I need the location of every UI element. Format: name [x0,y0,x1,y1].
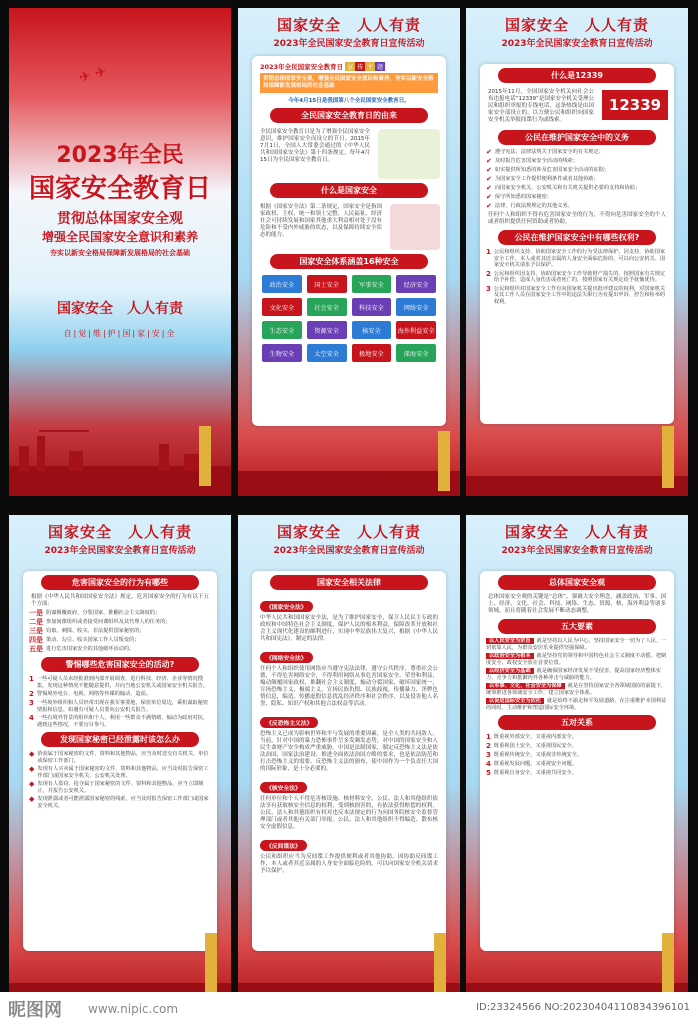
duty-item [486,149,668,156]
relation-item [486,770,668,777]
bullet-icon: 四是 [29,636,43,644]
element-text: 就是始终不渝走和平发展道路，在注重维护本国利益的同时，主动维护和塑造国际安全环境。 [486,698,667,711]
warns-list [23,676,217,728]
panel-header-title: 国家安全 人人有责 [504,16,649,34]
section-title: 公民在维护国家安全中的义务 [498,130,656,145]
element-text: 就是在坚持国家安全各领域国防的前提下，统筹推进各领域安全工作，建立国家安全体系。 [486,683,667,696]
security-kind-tile: 极地安全 [352,344,392,362]
item-text: 既重视国土安全，又重视国民安全。 [493,743,577,749]
element-text: 就是确保国家经济发展不受侵害，提高国家经济整体实力、竞争力和抵御内外各种冲击与威胁的能力。 [486,668,662,681]
poster-panel-laws [238,515,460,1003]
bullet-icon: 三是 [29,627,43,635]
element-item [486,653,668,666]
theme-tag: 主 [367,64,374,71]
item-text: 拾获属于国家秘密的文件、资料和其他物品，应当及时送交有关机关、单位或保密工作部门。 [37,751,209,764]
bullet-icon: 3 [486,284,491,293]
warn-item [29,676,211,689]
element-item [486,638,668,651]
section-text: 2015年11月，全国国家安全机关向社会公布违报电话“12339”是国家安全机关受理公民和组织举报的专线电话，这条热线是由国家安全部设立的，以方便公民和组织向国家安全机关举报间谍行为或线索。 [488,89,594,123]
element-tag: 以政治安全为根本 [486,653,534,659]
panel-header-subtitle: 2023年全民国家安全教育日宣传活动 [44,546,196,556]
bullet-icon: 2 [29,690,34,698]
security-kind-tile: 核安全 [352,321,392,339]
item-text: 公民和组织对国家安全工作有向国家机关提出批评建议的权利，对国家机关及其工作人员在国家安全工作中的违法失职行为有提出申诉、控告和检举的权利。 [493,285,666,305]
element-text: 就是坚持党的领导和中国特色社会主义制度不动摇，把制度安全、政权安全放在首要位置。 [486,653,667,666]
city-skyline-icon [466,426,688,496]
section-title: 公民在维护国家安全中有哪些权利? [498,230,656,245]
law-name: 《国家安全法》 [260,601,313,612]
bullet-icon: 1 [486,733,491,741]
law-text: 恐怖主义已成为影响世界和平与发展的重要因素，是全人类的共同敌人。当前，针对中国的暴力恐怖事件呈多发频发态势，对中国的国家安全和人民生命财产安全构成严重威胁。中国是法制国家，制定反恐怖主义法是依法治国，国家法治建设、推进全面依法治国方略的要求，也是依法防范和打击恐怖主义的需要。反恐怖主义法的颁布，使中国作为一个负责任大国的国际形象，是十分必要的。 [260,731,438,772]
item-text: 既重视传统安全，又重视非传统安全。 [493,752,583,758]
item-text: 一些有境外背景的组织和个人，利用一些群众不满情绪，煽动为政府对抗，遇到这些情况，不要盲目参与。 [36,715,209,728]
element-tag: 以经济安全为基础 [486,668,534,674]
law-name: 《网络安全法》 [260,652,313,663]
item-text: 策动、勾引、收买国家工作人员叛变的； [46,637,140,643]
section-title: 警惕哪些危害国家安全的活动? [41,657,199,672]
city-skyline-icon [238,426,460,496]
element-item [486,698,668,711]
theme-text: 贯彻总体国家安全观，增强全民国家安全意识和素养，夯实以新安全格局保障新发展格局的社会基础 [260,73,438,93]
security-kind-tile: 深海安全 [396,344,436,362]
security-kind-tile: 政治安全 [262,275,302,293]
bullet-icon: ✔ [486,184,492,192]
secret-step-item [29,796,211,809]
hotline-number: 12339 [602,90,668,120]
laws-list [252,594,446,875]
law-text: 公民和组织应当为反间谍工作提供便利或者其他协助。因协助反间谍工作，本人或者其近亲属的人身安全面临危险的，可以向国家安全机关请求予以保护。 [260,854,438,874]
security-kind-tile: 社会安全 [307,298,347,316]
elements-list [480,638,674,711]
panel-header-subtitle: 2023年全民国家安全教育日宣传活动 [273,39,425,49]
bullet-icon: ◆ [29,795,35,803]
bullet-icon: ◆ [29,765,35,773]
nipic-site: www.nipic.com [88,1002,179,1016]
bullet-icon: 4 [486,760,491,768]
bullet-icon: 五是 [29,645,43,653]
bullet-icon: 2 [486,742,491,750]
item-text: 如实提供所知悉的涉及危害国家安全活动的证据； [494,167,610,173]
cover-title-year: 2023年全民 [56,143,184,168]
law-text: 任何个人和组织使用网络应当遵守宪法法律，遵守公共秩序，尊重社会公德，不得危害网络安全，不得利用网络从事危害国家安全、荣誉和利益，煽动颠覆国家政权、推翻社会主义制度，煽动分裂国家、破坏国家统一，宣扬恐怖主义、极端主义，宣扬民族仇恨、民族歧视，传播暴力、淫秽色情信息，编造、传播虚假信息扰乱经济秩序和社会秩序，以及侵害他人名誉、隐私、知识产权和其他合法权益等活动。 [260,666,438,707]
theme-tag: 传 [357,64,364,71]
panel-header-subtitle: 2023年全民国家安全教育日宣传活动 [501,39,653,49]
nipic-id: ID:23324566 NO:20230404110834396101 [476,1002,690,1013]
law-name: 《核安全法》 [260,782,307,793]
law-name: 《反恐怖主义法》 [260,717,318,728]
bullet-icon: 1 [486,248,491,256]
duty-item [486,203,668,210]
security-kind-tile: 国土安全 [307,275,347,293]
element-text: 就是坚持以人民为中心，坚持国家安全一切为了人民、一切依靠人民，为群众安居乐业提供坚强保障。 [486,638,667,651]
cover-slogan: 国家安全 人人有责 [57,301,183,317]
poster-panel-hotline [466,8,688,496]
relation-item [486,752,668,759]
bullet-icon: ◆ [29,780,35,788]
law-name: 《反间谍法》 [260,840,307,851]
cover-sub3: 夯实以新安全格局保障新发展格局的社会基础 [50,249,190,257]
security-kind-tile: 海外利益安全 [396,321,436,339]
item-text: 参加间谍组织或者接受间谍组织及其代理人的任务的； [46,619,171,625]
cover-sub1: 贯彻总体国家安全观 [57,211,183,227]
poster-panel-threats [9,515,231,1003]
town-illustration-icon [378,129,440,179]
item-text: 发现有人盗窃、抢夺属于国家秘密的文件、资料和其他物品，应当立即制止，并报告公安机关。 [37,781,204,794]
poster-panel-overview [466,515,688,1003]
section-title: 国家安全相关法律 [270,575,428,590]
section-title: 全民国家安全教育日的由来 [270,108,428,123]
security-kind-tile: 太空安全 [307,344,347,362]
item-text: 遵守宪法、法律法规关于国家安全的有关规定； [494,149,604,155]
section-title: 什么是国家安全 [270,183,428,198]
item-text: 既重视自身安全，又重视共同安全。 [493,770,577,776]
item-text: 一些可疑人员未经批准到内部开展调查，进行科技、经济、企业等情况搜集。发现这种情况不能随意提供，并向当地公安机关或国家安全机关报告。 [36,676,209,689]
element-item [486,683,668,696]
theme-label: 2023年全民国家安全教育日 [260,63,344,71]
content-card [23,571,217,951]
item-text: 窃取、刺探、收买、非法提供国家秘密的； [46,628,145,634]
bullet-icon: 3 [486,751,491,759]
section-title: 危害国家安全的行为有哪些 [41,575,199,590]
duty-item [486,176,668,183]
act-item [29,637,211,644]
right-item [486,249,668,269]
panel-header-subtitle: 2023年全民国家安全教育日宣传活动 [273,546,425,556]
security-kind-tile: 军事安全 [352,275,392,293]
item-text: 为国家安全工作提供便利条件或者其他协助； [494,176,599,182]
item-text: 公民和组织因支持、协助国家安全工作导致财产损失的，按照国家有关规定给予补偿；造成人身伤害或者死亡的，按照国家有关规定给予抚恤优待。 [493,270,666,283]
relation-item [486,743,668,750]
birds-icon: ✈ ✈ [77,63,109,87]
relations-list [480,734,674,777]
item-text: 一些境外组织和人员经常出现在我军事要地，保密单位周边，乘机谋取秘密情报和信息。如遇有可疑人员要向公安机关报告。 [36,700,209,713]
secret-step-item [29,781,211,794]
act-item [29,619,211,626]
bullet-icon: 2 [486,269,491,278]
law-text: 中华人民共和国国家安全法，是为了维护国家安全，保卫人民民主专政的政权和中国特色社会主义制度，保护人民的根本利益，保障改革开放和社会主义现代化建设的顺利进行，实现中华民族伟大复兴，根据《中华人民共和国宪法》，制定的法律。 [260,615,438,642]
duty-item [486,194,668,201]
security-illustration-icon [390,204,440,250]
secret-steps-list [23,751,217,809]
section-title: 国家安全体系涵盖16种安全 [270,254,428,269]
section-title: 发现国家秘密已经泄露时该怎么办 [41,732,199,747]
element-tag: 以军事、文化、社会安全为保障 [486,683,565,689]
section-title: 五对关系 [498,715,656,730]
bullet-icon: 3 [29,699,34,707]
secret-step-item [29,751,211,764]
item-text: 保守所知悉的国家秘密； [494,194,552,200]
poster-panel-cover [9,8,231,496]
section-text: 根据《国家安全法》第二条规定，国家安全是指国家政权、主权、统一和领土完整、人民福祉、经济社会可持续发展和国家其他重大利益相对处于没有危险和不受内外威胁的状态，以及保障持续安全状态的能力。 [260,204,382,238]
rights-list [480,249,674,305]
right-item [486,286,668,306]
section-text: 全民国家安全教育日是为了增强全民国家安全意识，维护国家安全而设立的节日。2015年7月1日，全国人大常委会通过的《中华人民共和国国家安全法》第十四条规定，每年4月15日为全民国家安全教育日。 [260,129,371,163]
item-text: 向国家安全机关、公安机关和有关机关提供必要的支持和协助； [494,185,641,191]
act-item [29,628,211,635]
bullet-icon: 1 [29,675,34,683]
item-text: 发现有人买卖属于国家秘密的文件、资料和其他物品，应当及时报告保密工作部门或国家安全机关、公安机关处理。 [37,766,209,779]
security-kind-tile: 生态安全 [262,321,302,339]
warn-item [29,700,211,713]
bullet-icon: ✔ [486,193,492,201]
panel-header-title: 国家安全 人人有责 [504,523,649,541]
bullet-icon: 4 [29,714,34,722]
duty-item [486,167,668,174]
panel-header-subtitle: 2023年全民国家安全教育日宣传活动 [501,546,653,556]
relation-item [486,734,668,741]
security-kind-tile: 网络安全 [396,298,436,316]
city-skyline-icon [9,426,231,496]
security-kind-tile: 资源安全 [307,321,347,339]
date-line: 今年4月15日是我国第八个全民国家安全教育日。 [288,98,410,104]
panel-header-title: 国家安全 人人有责 [276,523,421,541]
section-title: 总体国家安全观 [498,575,656,590]
section-intro: 根据《中华人民共和国国家安全法》规定，危害国家安全的行为有以下五个方面： [31,594,209,607]
bullet-icon: 一是 [29,609,43,617]
item-text: 及时报告危害国家安全活动的线索； [494,158,578,164]
content-card [480,64,674,424]
theme-tag: 题 [377,64,384,71]
panel-header-title: 国家安全 人人有责 [276,16,421,34]
item-text: 公民和组织支持、协助国家安全工作的行为受法律保护。因支持、协助国家安全工作，本人或者其近亲属的人身安全面临危险的，可以向公安机关、国家安全机关请求予以保护。 [493,249,666,268]
item-text: 既重视外部安全，又重视内部安全。 [493,734,577,740]
right-item [486,271,668,284]
acts-list [23,610,217,653]
act-item [29,610,211,617]
warn-item [29,715,211,728]
duties-note: 任何个人和组织不得有危害国家安全的行为，不得向危害国家安全的个人或者组织提供任何资助或者协助。 [488,212,666,225]
secret-step-item [29,766,211,779]
section-title: 什么是12339 [498,68,656,83]
duty-item [486,158,668,165]
bullet-icon: ✔ [486,166,492,174]
duty-item [486,185,668,192]
content-card [252,571,446,951]
item-text: 发现泄露或者可能泄露国家秘密的线索，应当及时报告保密工作部门或国家安全机关。 [37,796,209,809]
content-card [252,56,446,426]
element-item [486,668,668,681]
bullet-icon: ◆ [29,750,35,758]
relation-item [486,761,668,768]
bullet-icon: ✔ [486,202,492,210]
item-text: 进行危害国家安全的其他破坏活动的。 [46,646,135,652]
item-text: 法律、行政法规规定的其他义务。 [494,203,573,209]
bullet-icon: ✔ [486,148,492,156]
bullet-icon: ✔ [486,157,492,165]
section-intro: 总体国家安全观的关键是“总体”，强调大安全理念，涵盖政治、军事、国土、经济、文化、社会、科技、网络、生态、资源、核、海外利益等诸多领域，而且将随着社会发展不断动态调整。 [488,594,666,614]
security-kind-tile: 科技安全 [352,298,392,316]
bullet-icon: ✔ [486,175,492,183]
content-card [480,571,674,951]
warn-item [29,691,211,698]
security-kinds-grid [262,275,436,362]
security-kind-tile: 经济安全 [396,275,436,293]
item-text: 警惕境外电台、电视、网络等传媒的煽动、造谣。 [36,691,152,697]
law-text: 任何单位和个人不得危害核设施、核材料安全。公民、法人和其他组织依法享有获取核安全信息的权利，受到核损害的，有依法获得赔偿的权利。公民、法人和其他组织有权对违反本法规定的行为向国务院核安全监督管理部门或者其他有关部门举报。公民、法人和其他组织不得编造、散布核安全虚假信息。 [260,796,438,830]
panel-header-title: 国家安全 人人有责 [47,523,192,541]
element-tag: 以促进国际安全为依托 [486,698,544,704]
cover-title-main: 国家安全教育日 [28,174,211,204]
nipic-logo: 昵图网 [8,1000,62,1021]
cover-sub2: 增强全民国家安全意识和素养 [41,230,198,244]
item-text: 既重视发展问题，又重视安全问题。 [493,761,577,767]
security-kind-tile: 文化安全 [262,298,302,316]
watermark-bar [0,992,698,1024]
theme-tag: 宣 [347,64,354,71]
duties-list [480,149,674,210]
element-tag: 以人民安全为宗旨 [486,638,534,644]
cover-motto: 自|觉|维|护|国|家|安|全 [63,329,177,338]
bullet-icon: 5 [486,769,491,777]
security-kind-tile: 生物安全 [262,344,302,362]
item-text: 阴谋颠覆政府、分裂国家、推翻社会主义制度的； [46,610,161,616]
poster-panel-theme [238,8,460,496]
bullet-icon: 二是 [29,618,43,626]
act-item [29,646,211,653]
section-title: 五大要素 [498,619,656,634]
